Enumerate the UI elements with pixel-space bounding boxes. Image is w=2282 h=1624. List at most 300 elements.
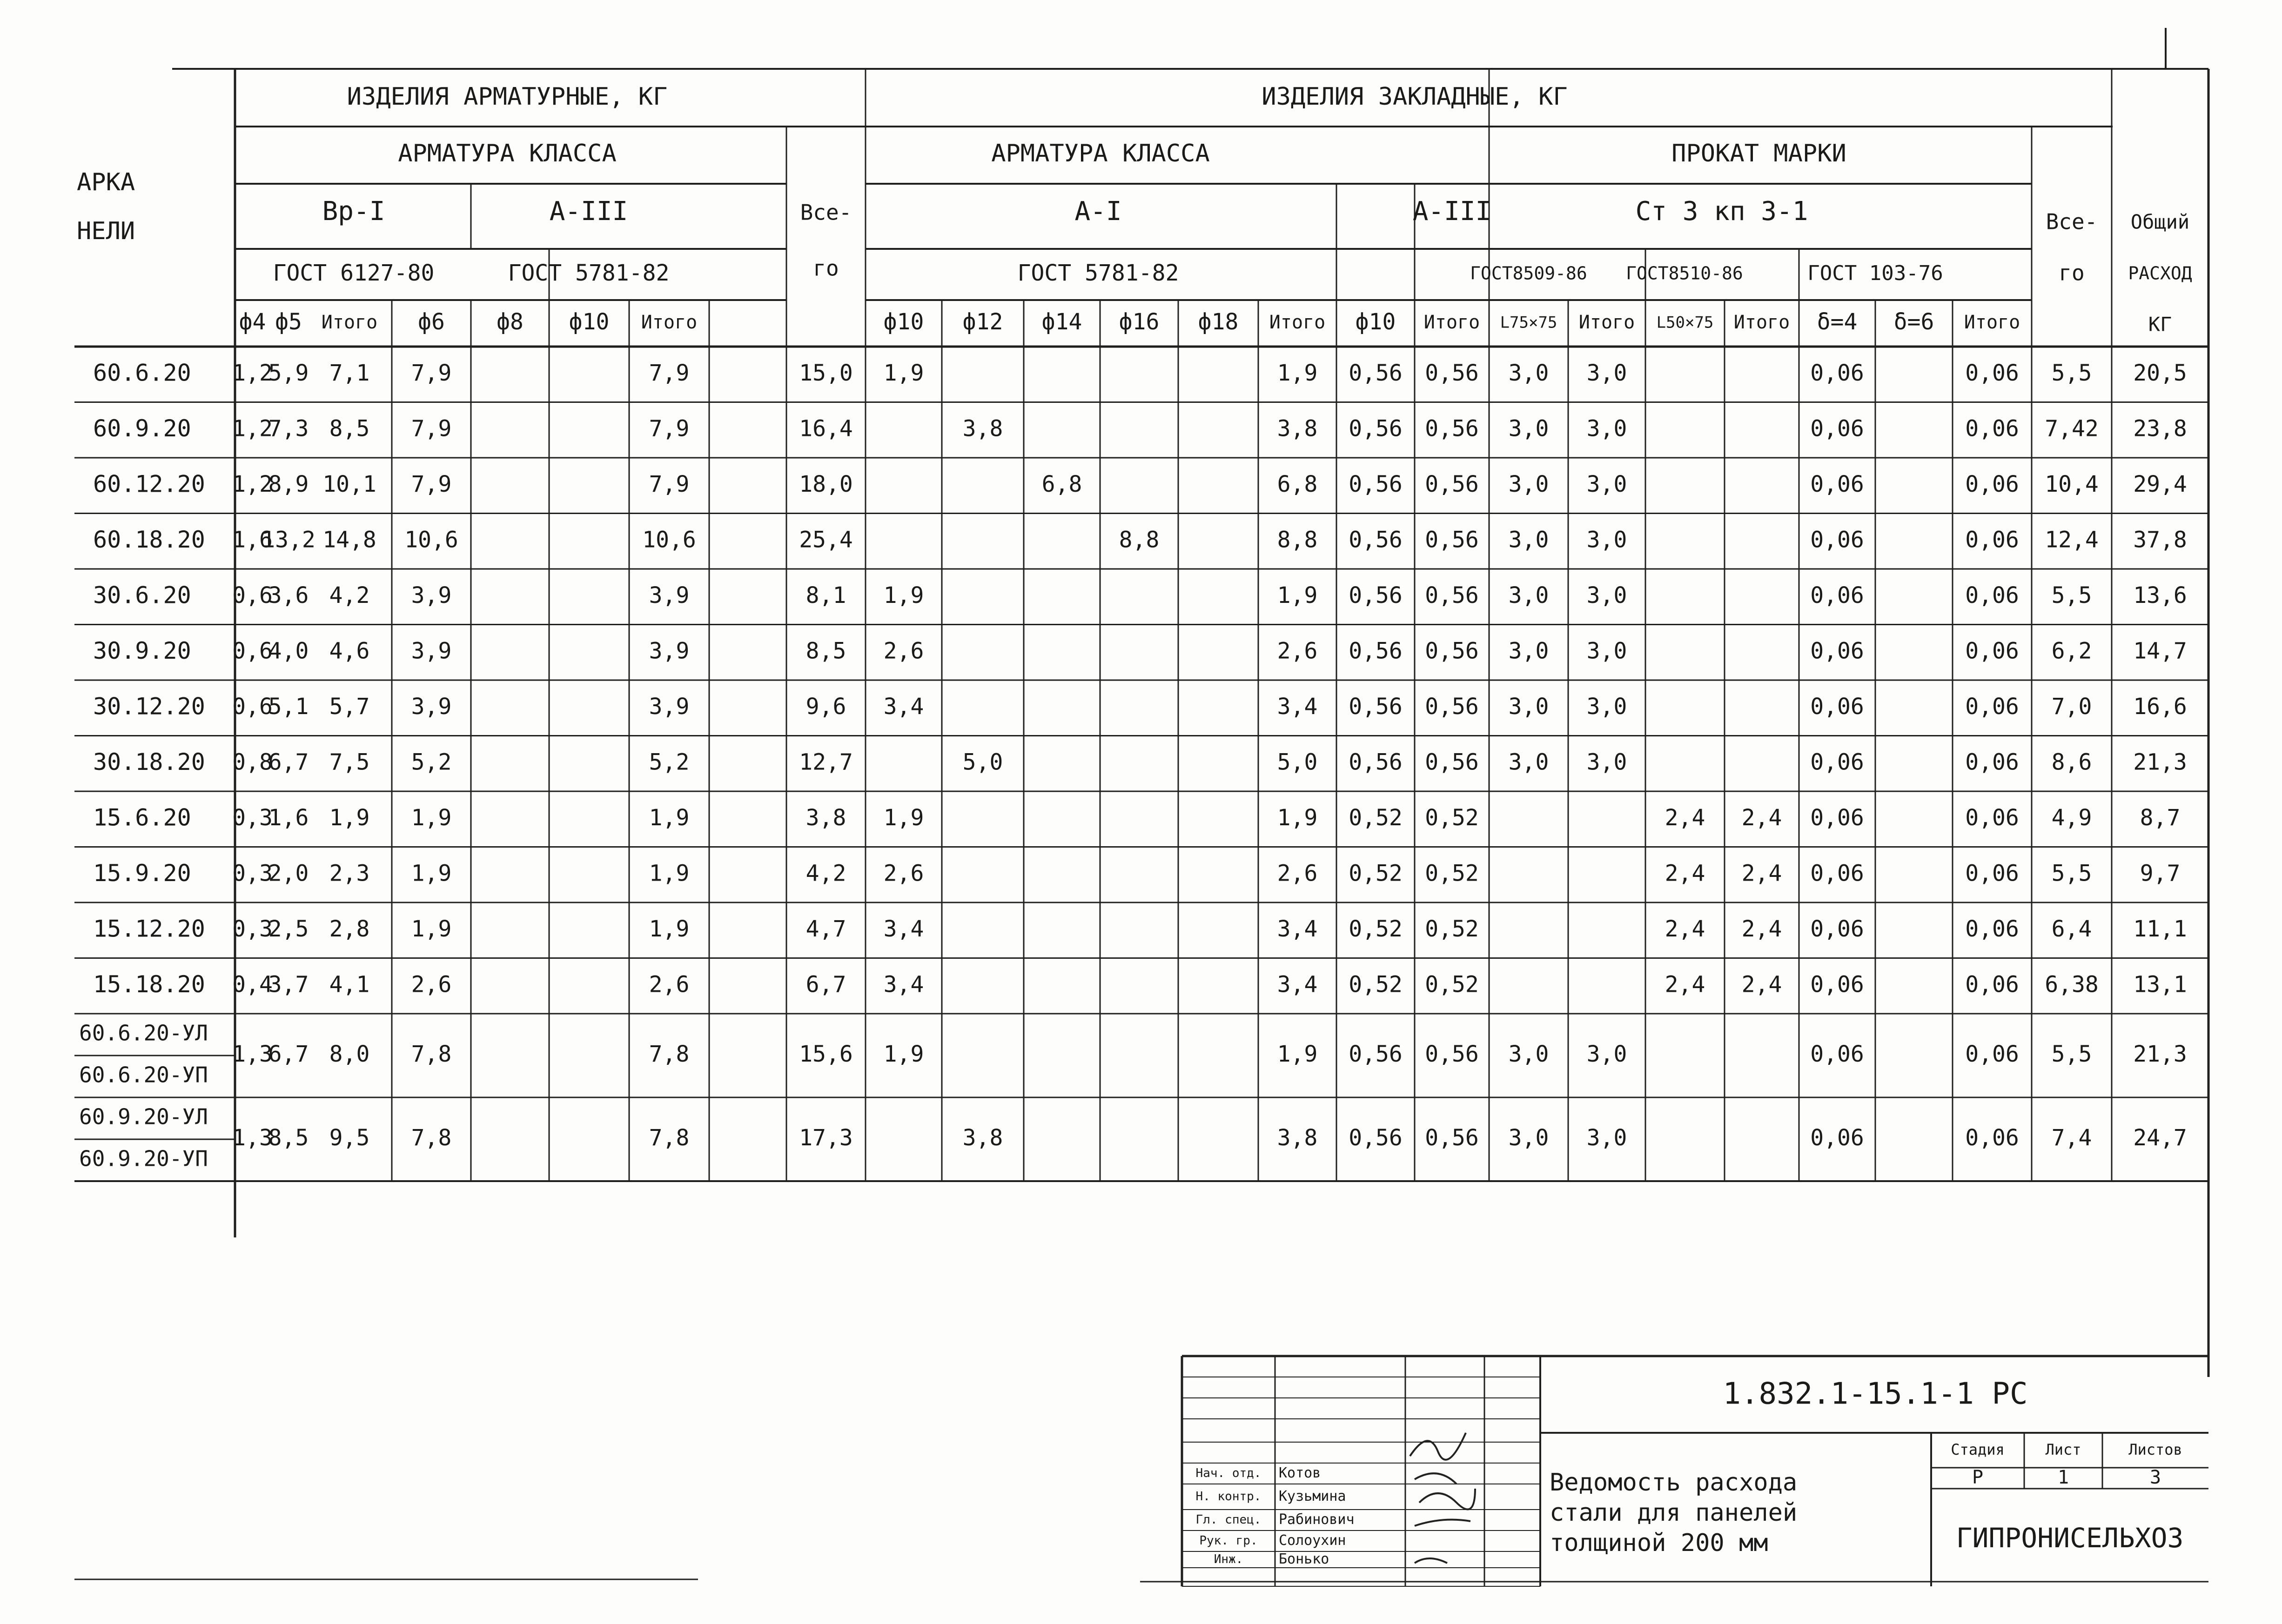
value-cell: 1,6 (232, 527, 273, 553)
value-cell: 1,9 (1277, 1041, 1318, 1067)
subheader-cell: ф6 (418, 309, 445, 335)
subheader-cell: Итого (1423, 312, 1480, 333)
value-cell: 1,9 (649, 916, 690, 942)
value-cell: 6,2 (2051, 638, 2092, 664)
value-cell: 0,56 (1349, 1041, 1403, 1067)
subheader-cell: ф10 (1355, 309, 1396, 335)
subheader-cell: Итого (1269, 312, 1326, 333)
panel-mark: 30.12.20 (93, 693, 205, 720)
value-cell: 10,1 (322, 471, 376, 497)
gost-8509: ГОСТ8509-86 (1470, 263, 1587, 284)
value-cell: 0,06 (1810, 360, 1864, 386)
value-cell: 3,9 (411, 638, 452, 664)
value-cell: 1,9 (1277, 360, 1318, 386)
value-cell: 1,9 (883, 582, 924, 608)
value-cell: 2,4 (1665, 860, 1705, 887)
value-cell: 0,56 (1349, 527, 1403, 553)
gost-a3: ГОСТ 5781-82 (508, 260, 670, 286)
obshchiy-c: КГ (2148, 313, 2172, 336)
stamp-name: Кузьмина (1279, 1488, 1346, 1504)
mark-header-a: АРКА (77, 168, 135, 196)
value-cell: 0,56 (1349, 582, 1403, 608)
value-cell: 0,56 (1425, 1125, 1479, 1151)
value-cell: 0,06 (1810, 916, 1864, 942)
value-cell: 3,9 (649, 693, 690, 720)
value-cell: 2,6 (1277, 638, 1318, 664)
value-cell: 6,7 (268, 1041, 309, 1067)
value-cell: 3,0 (1508, 582, 1549, 608)
value-cell: 0,06 (1810, 693, 1864, 720)
value-cell: 8,8 (1277, 527, 1318, 553)
value-cell: 0,56 (1425, 693, 1479, 720)
value-cell: 1,3 (232, 1041, 273, 1067)
stamp-list: 1 (2057, 1467, 2069, 1488)
value-cell: 0,56 (1349, 360, 1403, 386)
value-cell: 6,8 (1041, 471, 1082, 497)
value-cell: 0,06 (1810, 804, 1864, 831)
vsego-2-b: го (2059, 260, 2085, 286)
value-cell: 7,9 (411, 471, 452, 497)
value-cell: 7,3 (268, 415, 309, 442)
mark-header-b: НЕЛИ (77, 217, 135, 245)
subheader-cell: ф16 (1119, 309, 1160, 335)
value-cell: 13,2 (262, 527, 315, 553)
value-cell: 3,0 (1508, 360, 1549, 386)
value-cell: 7,9 (649, 471, 690, 497)
value-cell: 0,56 (1425, 1041, 1479, 1067)
value-cell: 8,9 (268, 471, 309, 497)
value-cell: 3,4 (883, 693, 924, 720)
value-cell: 13,1 (2133, 971, 2187, 998)
value-cell: 0,52 (1425, 804, 1479, 831)
value-cell: 29,4 (2133, 471, 2187, 497)
panel-mark: 30.6.20 (93, 581, 191, 609)
value-cell: 2,4 (1741, 971, 1782, 998)
value-cell: 3,4 (883, 971, 924, 998)
value-cell: 3,0 (1586, 693, 1627, 720)
obshchiy-a: Общий (2130, 210, 2190, 234)
value-cell: 0,56 (1425, 638, 1479, 664)
value-cell: 6,7 (805, 971, 846, 998)
value-cell: 1,2 (232, 360, 273, 386)
value-cell: 3,8 (1277, 1125, 1318, 1151)
value-cell: 1,9 (883, 360, 924, 386)
subheader-cell: ф18 (1198, 309, 1239, 335)
value-cell: 5,1 (268, 693, 309, 720)
value-cell: 0,52 (1425, 916, 1479, 942)
value-cell: 0,06 (1810, 415, 1864, 442)
value-cell: 0,3 (232, 804, 273, 831)
value-cell: 1,9 (883, 1041, 924, 1067)
value-cell: 2,4 (1665, 971, 1705, 998)
subheader-cell: Итого (1578, 312, 1635, 333)
stamp-name: Солоухин (1279, 1532, 1346, 1549)
panel-mark: 60.9.20-УЛ (79, 1104, 208, 1129)
stamp-list-label: Лист (2045, 1441, 2081, 1458)
value-cell: 0,56 (1425, 527, 1479, 553)
value-cell: 3,0 (1586, 527, 1627, 553)
value-cell: 0,06 (1965, 860, 2019, 887)
value-cell: 25,4 (799, 527, 853, 553)
value-cell: 4,0 (268, 638, 309, 664)
gost-vr: ГОСТ 6127-80 (273, 260, 435, 286)
value-cell: 12,4 (2045, 527, 2099, 553)
value-cell: 3,9 (649, 582, 690, 608)
class-a1: А-I (1074, 196, 1122, 227)
value-cell: 7,9 (411, 415, 452, 442)
value-cell: 5,2 (411, 749, 452, 775)
value-cell: 3,8 (962, 415, 1003, 442)
subheader-cell: Итого (1964, 312, 2020, 333)
value-cell: 11,1 (2133, 916, 2187, 942)
stamp-role: Нач. отд. (1195, 1466, 1262, 1480)
value-cell: 6,38 (2045, 971, 2099, 998)
value-cell: 3,0 (1586, 638, 1627, 664)
stamp-title-3: толщиной 200 мм (1550, 1529, 1768, 1557)
value-cell: 3,4 (1277, 693, 1318, 720)
value-cell: 3,0 (1508, 415, 1549, 442)
value-cell: 3,6 (268, 582, 309, 608)
value-cell: 4,1 (329, 971, 370, 998)
value-cell: 0,06 (1965, 1125, 2019, 1151)
stamp-name: Котов (1279, 1465, 1321, 1481)
value-cell: 0,56 (1425, 749, 1479, 775)
value-cell: 6,4 (2051, 916, 2092, 942)
value-cell: 9,7 (2140, 860, 2181, 887)
value-cell: 1,9 (411, 916, 452, 942)
value-cell: 12,7 (799, 749, 853, 775)
gost-a1: ГОСТ 5781-82 (1017, 260, 1179, 286)
value-cell: 16,6 (2133, 693, 2187, 720)
value-cell: 3,0 (1508, 749, 1549, 775)
vsego-1-a: Все- (800, 200, 852, 225)
value-cell: 2,6 (1277, 860, 1318, 887)
subheader-cell: L50×75 (1656, 313, 1714, 332)
value-cell: 0,06 (1810, 749, 1864, 775)
value-cell: 1,9 (1277, 582, 1318, 608)
value-cell: 0,56 (1349, 415, 1403, 442)
value-cell: 7,9 (649, 415, 690, 442)
value-cell: 0,52 (1425, 971, 1479, 998)
value-cell: 0,56 (1349, 693, 1403, 720)
subheader-cell: Итого (321, 312, 378, 333)
value-cell: 0,56 (1425, 415, 1479, 442)
value-cell: 9,5 (329, 1125, 370, 1151)
subheader-cell: ф10 (569, 309, 610, 335)
value-cell: 5,5 (2051, 1041, 2092, 1067)
panel-mark: 15.6.20 (93, 804, 191, 831)
panel-mark: 60.18.20 (93, 526, 205, 553)
value-cell: 0,56 (1349, 1125, 1403, 1151)
value-cell: 3,0 (1586, 582, 1627, 608)
gost-103: ГОСТ 103-76 (1807, 261, 1943, 285)
panel-mark: 15.18.20 (93, 970, 205, 998)
value-cell: 37,8 (2133, 527, 2187, 553)
subheader-cell: ф14 (1041, 309, 1082, 335)
value-cell: 10,6 (404, 527, 458, 553)
subheader-cell: ф12 (962, 309, 1003, 335)
value-cell: 0,56 (1425, 360, 1479, 386)
value-cell: 3,4 (1277, 916, 1318, 942)
value-cell: 2,4 (1741, 860, 1782, 887)
value-cell: 0,06 (1965, 693, 2019, 720)
value-cell: 3,7 (268, 971, 309, 998)
value-cell: 4,2 (329, 582, 370, 608)
value-cell: 1,3 (232, 1125, 273, 1151)
value-cell: 10,4 (2045, 471, 2099, 497)
value-cell: 5,5 (2051, 582, 2092, 608)
value-cell: 7,5 (329, 749, 370, 775)
value-cell: 23,8 (2133, 415, 2187, 442)
value-cell: 3,0 (1586, 1041, 1627, 1067)
value-cell: 4,7 (805, 916, 846, 942)
panel-mark: 60.6.20-УЛ (79, 1020, 208, 1046)
value-cell: 0,06 (1965, 804, 2019, 831)
panel-mark: 30.9.20 (93, 637, 191, 664)
value-cell: 3,0 (1508, 638, 1549, 664)
value-cell: 14,8 (322, 527, 376, 553)
value-cell: 4,6 (329, 638, 370, 664)
value-cell: 15,6 (799, 1041, 853, 1067)
value-cell: 5,5 (2051, 360, 2092, 386)
stamp-role: Гл. спец. (1195, 1513, 1262, 1527)
value-cell: 0,06 (1965, 527, 2019, 553)
subheader-cell: ф4 (239, 309, 266, 335)
value-cell: 0,6 (232, 638, 273, 664)
obshchiy-b: РАСХОД (2128, 263, 2192, 284)
value-cell: 3,0 (1508, 1041, 1549, 1067)
value-cell: 5,7 (329, 693, 370, 720)
panel-mark: 60.9.20 (93, 414, 191, 442)
value-cell: 1,9 (329, 804, 370, 831)
value-cell: 2,5 (268, 916, 309, 942)
value-cell: 3,4 (883, 916, 924, 942)
value-cell: 6,7 (268, 749, 309, 775)
value-cell: 0,06 (1965, 360, 2019, 386)
prokat-marki: ПРОКАТ МАРКИ (1671, 140, 1846, 167)
value-cell: 3,0 (1508, 471, 1549, 497)
value-cell: 7,8 (649, 1125, 690, 1151)
subheader-cell: δ=6 (1893, 309, 1934, 335)
value-cell: 3,4 (1277, 971, 1318, 998)
group-title-zakladnye: ИЗДЕЛИЯ ЗАКЛАДНЫЕ, КГ (1262, 83, 1568, 111)
value-cell: 0,56 (1425, 471, 1479, 497)
subheader-cell: ф10 (883, 309, 924, 335)
value-cell: 0,06 (1810, 471, 1864, 497)
value-cell: 7,8 (411, 1125, 452, 1151)
value-cell: 1,6 (268, 804, 309, 831)
value-cell: 0,56 (1425, 582, 1479, 608)
panel-mark: 60.6.20-УП (79, 1062, 208, 1088)
stamp-name: Бонько (1279, 1551, 1329, 1567)
value-cell: 8,1 (805, 582, 846, 608)
value-cell: 8,5 (268, 1125, 309, 1151)
value-cell: 7,1 (329, 360, 370, 386)
panel-mark: 15.9.20 (93, 859, 191, 887)
value-cell: 14,7 (2133, 638, 2187, 664)
value-cell: 8,8 (1119, 527, 1160, 553)
value-cell: 4,9 (2051, 804, 2092, 831)
value-cell: 0,06 (1810, 582, 1864, 608)
value-cell: 0,06 (1810, 1125, 1864, 1151)
value-cell: 2,3 (329, 860, 370, 887)
value-cell: 0,06 (1965, 916, 2019, 942)
panel-mark: 60.12.20 (93, 470, 205, 498)
value-cell: 1,9 (411, 804, 452, 831)
value-cell: 0,06 (1965, 582, 2019, 608)
value-cell: 0,4 (232, 971, 273, 998)
subheader-cell: ф8 (497, 309, 524, 335)
steel-grade: Ст 3 кп 3-1 (1635, 196, 1808, 227)
class-a3: А-III (549, 196, 628, 227)
stamp-stadia: Р (1972, 1467, 1984, 1488)
value-cell: 21,3 (2133, 749, 2187, 775)
value-cell: 7,9 (649, 360, 690, 386)
value-cell: 0,06 (1810, 971, 1864, 998)
panel-mark: 15.12.20 (93, 915, 205, 942)
value-cell: 1,9 (649, 860, 690, 887)
value-cell: 6,8 (1277, 471, 1318, 497)
value-cell: 0,06 (1965, 415, 2019, 442)
value-cell: 0,06 (1810, 638, 1864, 664)
value-cell: 0,6 (232, 693, 273, 720)
value-cell: 1,9 (411, 860, 452, 887)
value-cell: 0,52 (1349, 860, 1403, 887)
stamp-title-2: стали для панелей (1550, 1499, 1798, 1527)
value-cell: 20,5 (2133, 360, 2187, 386)
stamp-role: Н. контр. (1195, 1490, 1262, 1504)
value-cell: 3,8 (962, 1125, 1003, 1151)
vsego-2-a: Все- (2046, 209, 2098, 234)
value-cell: 1,2 (232, 471, 273, 497)
value-cell: 0,52 (1425, 860, 1479, 887)
value-cell: 7,4 (2051, 1125, 2092, 1151)
value-cell: 2,4 (1741, 916, 1782, 942)
armatura-klassa-2: АРМАТУРА КЛАССА (991, 140, 1210, 167)
value-cell: 3,9 (411, 582, 452, 608)
stamp-listov: 3 (2149, 1467, 2161, 1488)
value-cell: 0,52 (1349, 916, 1403, 942)
value-cell: 0,8 (232, 749, 273, 775)
value-cell: 0,06 (1965, 1041, 2019, 1067)
value-cell: 5,0 (962, 749, 1003, 775)
value-cell: 0,52 (1349, 971, 1403, 998)
value-cell: 7,42 (2045, 415, 2099, 442)
subheader-cell: Итого (1733, 312, 1790, 333)
value-cell: 5,2 (649, 749, 690, 775)
value-cell: 3,9 (649, 638, 690, 664)
value-cell: 15,0 (799, 360, 853, 386)
value-cell: 3,8 (1277, 415, 1318, 442)
value-cell: 24,7 (2133, 1125, 2187, 1151)
stamp-role: Рук. гр. (1199, 1534, 1258, 1548)
value-cell: 3,9 (411, 693, 452, 720)
value-cell: 7,8 (411, 1041, 452, 1067)
value-cell: 0,06 (1965, 749, 2019, 775)
value-cell: 5,9 (268, 360, 309, 386)
stamp-role: Инж. (1214, 1552, 1243, 1566)
value-cell: 2,4 (1741, 804, 1782, 831)
value-cell: 2,6 (883, 638, 924, 664)
subheader-cell: ф5 (275, 309, 302, 335)
value-cell: 2,6 (883, 860, 924, 887)
subheader-cell: Итого (641, 312, 698, 333)
stamp-stadia-label: Стадия (1951, 1441, 2005, 1458)
value-cell: 21,3 (2133, 1041, 2187, 1067)
value-cell: 8,7 (2140, 804, 2181, 831)
value-cell: 0,6 (232, 582, 273, 608)
value-cell: 0,06 (1810, 527, 1864, 553)
value-cell: 0,06 (1810, 860, 1864, 887)
value-cell: 0,56 (1349, 471, 1403, 497)
gost-8510: ГОСТ8510-86 (1626, 263, 1743, 284)
value-cell: 3,0 (1586, 471, 1627, 497)
value-cell: 10,6 (642, 527, 696, 553)
vsego-1-b: го (813, 255, 839, 281)
value-cell: 5,5 (2051, 860, 2092, 887)
value-cell: 7,9 (411, 360, 452, 386)
value-cell: 0,06 (1810, 1041, 1864, 1067)
value-cell: 3,0 (1508, 527, 1549, 553)
value-cell: 3,0 (1508, 1125, 1549, 1151)
value-cell: 3,0 (1508, 693, 1549, 720)
value-cell: 2,6 (649, 971, 690, 998)
value-cell: 3,8 (805, 804, 846, 831)
value-cell: 0,06 (1965, 638, 2019, 664)
value-cell: 0,3 (232, 916, 273, 942)
value-cell: 2,6 (411, 971, 452, 998)
value-cell: 2,8 (329, 916, 370, 942)
value-cell: 2,4 (1665, 804, 1705, 831)
value-cell: 0,56 (1349, 749, 1403, 775)
value-cell: 3,0 (1586, 749, 1627, 775)
value-cell: 0,06 (1965, 471, 2019, 497)
value-cell: 8,5 (329, 415, 370, 442)
value-cell: 0,06 (1965, 971, 2019, 998)
value-cell: 8,5 (805, 638, 846, 664)
value-cell: 18,0 (799, 471, 853, 497)
value-cell: 5,0 (1277, 749, 1318, 775)
value-cell: 8,0 (329, 1041, 370, 1067)
value-cell: 2,0 (268, 860, 309, 887)
armatura-klassa-1: АРМАТУРА КЛАССА (398, 140, 617, 167)
subheader-cell: δ=4 (1817, 309, 1858, 335)
value-cell: 1,2 (232, 415, 273, 442)
value-cell: 3,0 (1586, 415, 1627, 442)
value-cell: 2,4 (1665, 916, 1705, 942)
class-vr1: Вр-I (322, 196, 385, 227)
stamp-listov-label: Листов (2128, 1441, 2182, 1458)
value-cell: 17,3 (799, 1125, 853, 1151)
value-cell: 0,52 (1349, 804, 1403, 831)
value-cell: 0,56 (1349, 638, 1403, 664)
class-a3-b: А-III (1412, 196, 1491, 227)
value-cell: 4,2 (805, 860, 846, 887)
stamp-title-1: Ведомость расхода (1550, 1469, 1798, 1497)
value-cell: 13,6 (2133, 582, 2187, 608)
value-cell: 7,8 (649, 1041, 690, 1067)
value-cell: 1,9 (649, 804, 690, 831)
stamp-code: 1.832.1-15.1-1 РС (1723, 1377, 2028, 1411)
value-cell: 1,9 (883, 804, 924, 831)
group-title-armatura: ИЗДЕЛИЯ АРМАТУРНЫЕ, КГ (347, 83, 668, 111)
value-cell: 16,4 (799, 415, 853, 442)
stamp-org: ГИПРОНИСЕЛЬХОЗ (1956, 1522, 2184, 1554)
subheader-cell: L75×75 (1500, 313, 1557, 332)
value-cell: 3,0 (1586, 360, 1627, 386)
panel-mark: 60.9.20-УП (79, 1146, 208, 1171)
panel-mark: 60.6.20 (93, 359, 191, 387)
